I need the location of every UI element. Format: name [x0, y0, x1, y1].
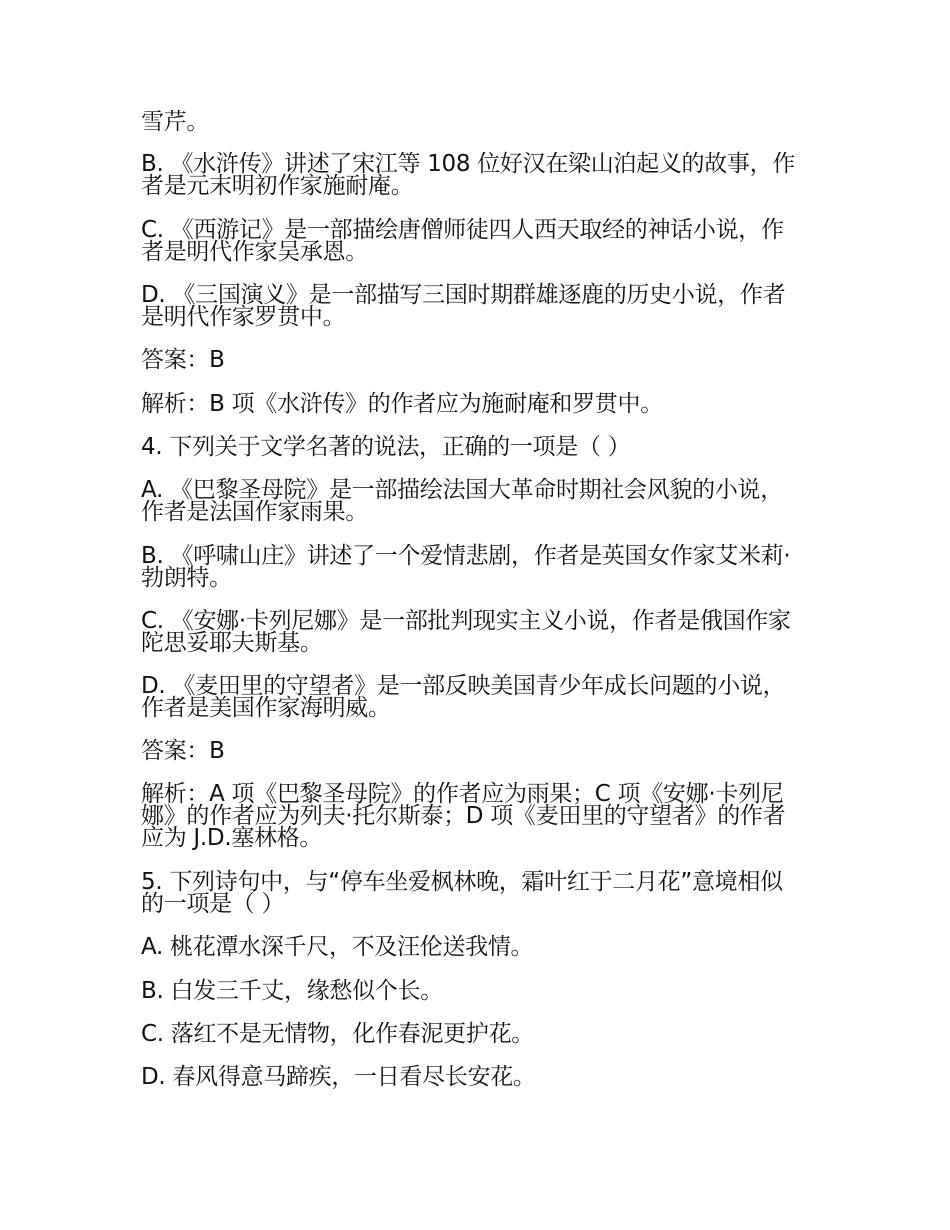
option-c-q3: C. 《西游记》是一部描绘唐僧师徒四人西天取经的神话小说，作者是明代作家吴承恩。: [141, 217, 784, 265]
question-5: 5. 下列诗句中，与“停车坐爱枫林晚，霜叶红于二月花”意境相似的一项是（ ）: [141, 869, 783, 917]
option-c-q4: C. 《安娜·卡列尼娜》是一部批判现实主义小说，作者是俄国作家陀思妥耶夫斯基。: [141, 608, 791, 656]
option-b-q5: B. 白发三千丈，缘愁似个长。: [141, 978, 443, 1004]
explanation-q4: 解析：A 项《巴黎圣母院》的作者应为雨果；C 项《安娜·卡列尼娜》的作者应为列夫·托尔斯泰；D 项《麦田里的守望者》的作者应为 J.D.塞林格。: [141, 781, 786, 851]
question-4: 4. 下列关于文学名著的说法，正确的一项是（ ）: [141, 434, 631, 460]
option-d-q5: D. 春风得意马蹄疾，一日看尽长安花。: [141, 1064, 536, 1090]
option-b-q3: B. 《水浒传》讲述了宋江等 108 位好汉在梁山泊起义的故事，作者是元末明初作家施耐庵。: [141, 151, 796, 199]
option-a-q5: A. 桃花潭水深千尺，不及汪伦送我情。: [141, 934, 534, 960]
option-a-q4: A. 《巴黎圣母院》是一部描绘法国大革命时期社会风貌的小说，作者是法国作家雨果。: [141, 477, 783, 525]
answer-q4: 答案：B: [141, 738, 225, 764]
text-line: 雪芹。: [141, 109, 210, 135]
option-c-q5: C. 落红不是无情物，化作春泥更护花。: [141, 1021, 534, 1047]
answer-q3: 答案：B: [141, 347, 225, 373]
option-d-q3: D. 《三国演义》是一部描写三国时期群雄逐鹿的历史小说，作者是明代作家罗贯中。: [141, 282, 786, 330]
option-d-q4: D. 《麦田里的守望者》是一部反映美国青少年成长问题的小说，作者是美国作家海明威。: [141, 673, 786, 721]
option-b-q4: B. 《呼啸山庄》讲述了一个爱情悲剧，作者是英国女作家艾米莉·勃朗特。: [141, 543, 791, 591]
explanation-q3: 解析：B 项《水浒传》的作者应为施耐庵和罗贯中。: [141, 391, 663, 417]
